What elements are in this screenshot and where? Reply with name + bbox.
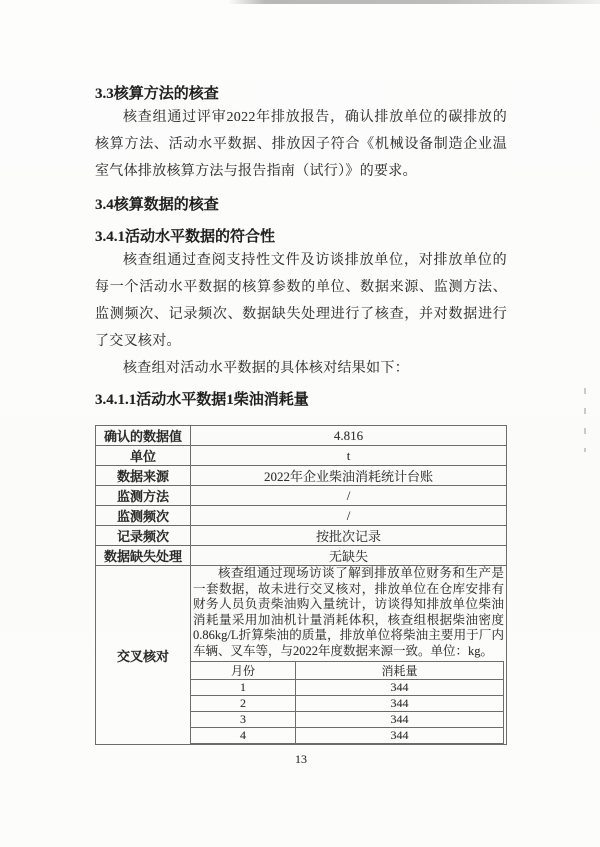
row-value: 无缺失 bbox=[191, 546, 507, 566]
monthly-consumption-table bbox=[190, 661, 504, 744]
row-label: 确认的数据值 bbox=[96, 426, 191, 446]
table-row bbox=[96, 546, 507, 566]
row-label: 监测方法 bbox=[96, 486, 191, 506]
consumption-cell: 344 bbox=[296, 696, 504, 712]
month-cell: 2 bbox=[191, 696, 296, 712]
month-cell: 1 bbox=[191, 680, 296, 696]
row-value: 2022年企业柴油消耗统计台账 bbox=[191, 466, 507, 486]
inner-header-row bbox=[191, 662, 504, 680]
table-row bbox=[96, 526, 507, 546]
row-value: t bbox=[191, 446, 507, 466]
inner-row bbox=[191, 680, 504, 696]
row-value: / bbox=[191, 506, 507, 526]
cross-check-row bbox=[96, 566, 507, 745]
heading-3-4-1-1: 3.4.1.1活动水平数据1柴油消耗量 bbox=[95, 392, 309, 408]
heading-3-4: 3.4核算数据的核查 bbox=[95, 197, 219, 213]
cross-check-content bbox=[191, 566, 507, 745]
heading-3-3: 3.3核算方法的核查 bbox=[95, 86, 219, 102]
page-content bbox=[95, 84, 507, 767]
row-label: 监测频次 bbox=[96, 506, 191, 526]
row-label: 记录频次 bbox=[96, 526, 191, 546]
month-cell: 3 bbox=[191, 712, 296, 728]
cross-check-text: 核查组通过现场访谈了解到排放单位财务和生产是一套数据，故未进行交叉核对，排放单位在仓库安排有财务人员负责柴油购入量统计，访谈得知排放单位柴油消耗量采用加油机计量消耗体积，核查组根据柴油密度0.86kg/L折算柴油的质量，排放单位将柴油主要用于厂内车辆、叉车等，与2022年度数据来源一致。单位：kg。 bbox=[193, 566, 504, 658]
table-row bbox=[96, 466, 507, 486]
row-value: 按批次记录 bbox=[191, 526, 507, 546]
paragraph-3-4-1: 核查组通过查阅支持性文件及访谈排放单位，对排放单位的每一个活动水平数据的核算参数的单位、数据来源、监测方法、监测频次、记录频次、数据缺失处理进行了核查，并对数据进行了交叉核对。 bbox=[95, 253, 507, 349]
inner-row bbox=[191, 696, 504, 712]
paragraph-3-3: 核查组通过评审2022年排放报告，确认排放单位的碳排放的核算方法、活动水平数据、排放因子符合《机械设备制造企业温室气体排放核算方法与报告指南（试行）》的要求。 bbox=[95, 110, 507, 179]
consumption-cell: 344 bbox=[296, 680, 504, 696]
month-cell: 4 bbox=[191, 728, 296, 744]
activity-data-table bbox=[95, 425, 507, 745]
month-header: 月份 bbox=[191, 662, 296, 680]
scan-artifact-top bbox=[228, 0, 600, 4]
consumption-header: 消耗量 bbox=[296, 662, 504, 680]
consumption-cell: 344 bbox=[296, 728, 504, 744]
table-row bbox=[96, 446, 507, 466]
row-value: / bbox=[191, 486, 507, 506]
row-label: 数据缺失处理 bbox=[96, 546, 191, 566]
row-label: 单位 bbox=[96, 446, 191, 466]
cross-check-label: 交叉核对 bbox=[96, 566, 191, 745]
table-row bbox=[96, 506, 507, 526]
table-row bbox=[96, 486, 507, 506]
inner-row bbox=[191, 728, 504, 744]
row-value: 4.816 bbox=[191, 426, 507, 446]
consumption-cell: 344 bbox=[296, 712, 504, 728]
page-number: 13 bbox=[295, 752, 307, 766]
scan-artifact-right-edge bbox=[584, 388, 586, 452]
row-label: 数据来源 bbox=[96, 466, 191, 486]
paragraph-results-intro: 核查组对活动水平数据的具体核对结果如下： bbox=[123, 361, 409, 376]
heading-3-4-1: 3.4.1活动水平数据的符合性 bbox=[95, 229, 276, 245]
inner-row bbox=[191, 712, 504, 728]
table-row bbox=[96, 426, 507, 446]
